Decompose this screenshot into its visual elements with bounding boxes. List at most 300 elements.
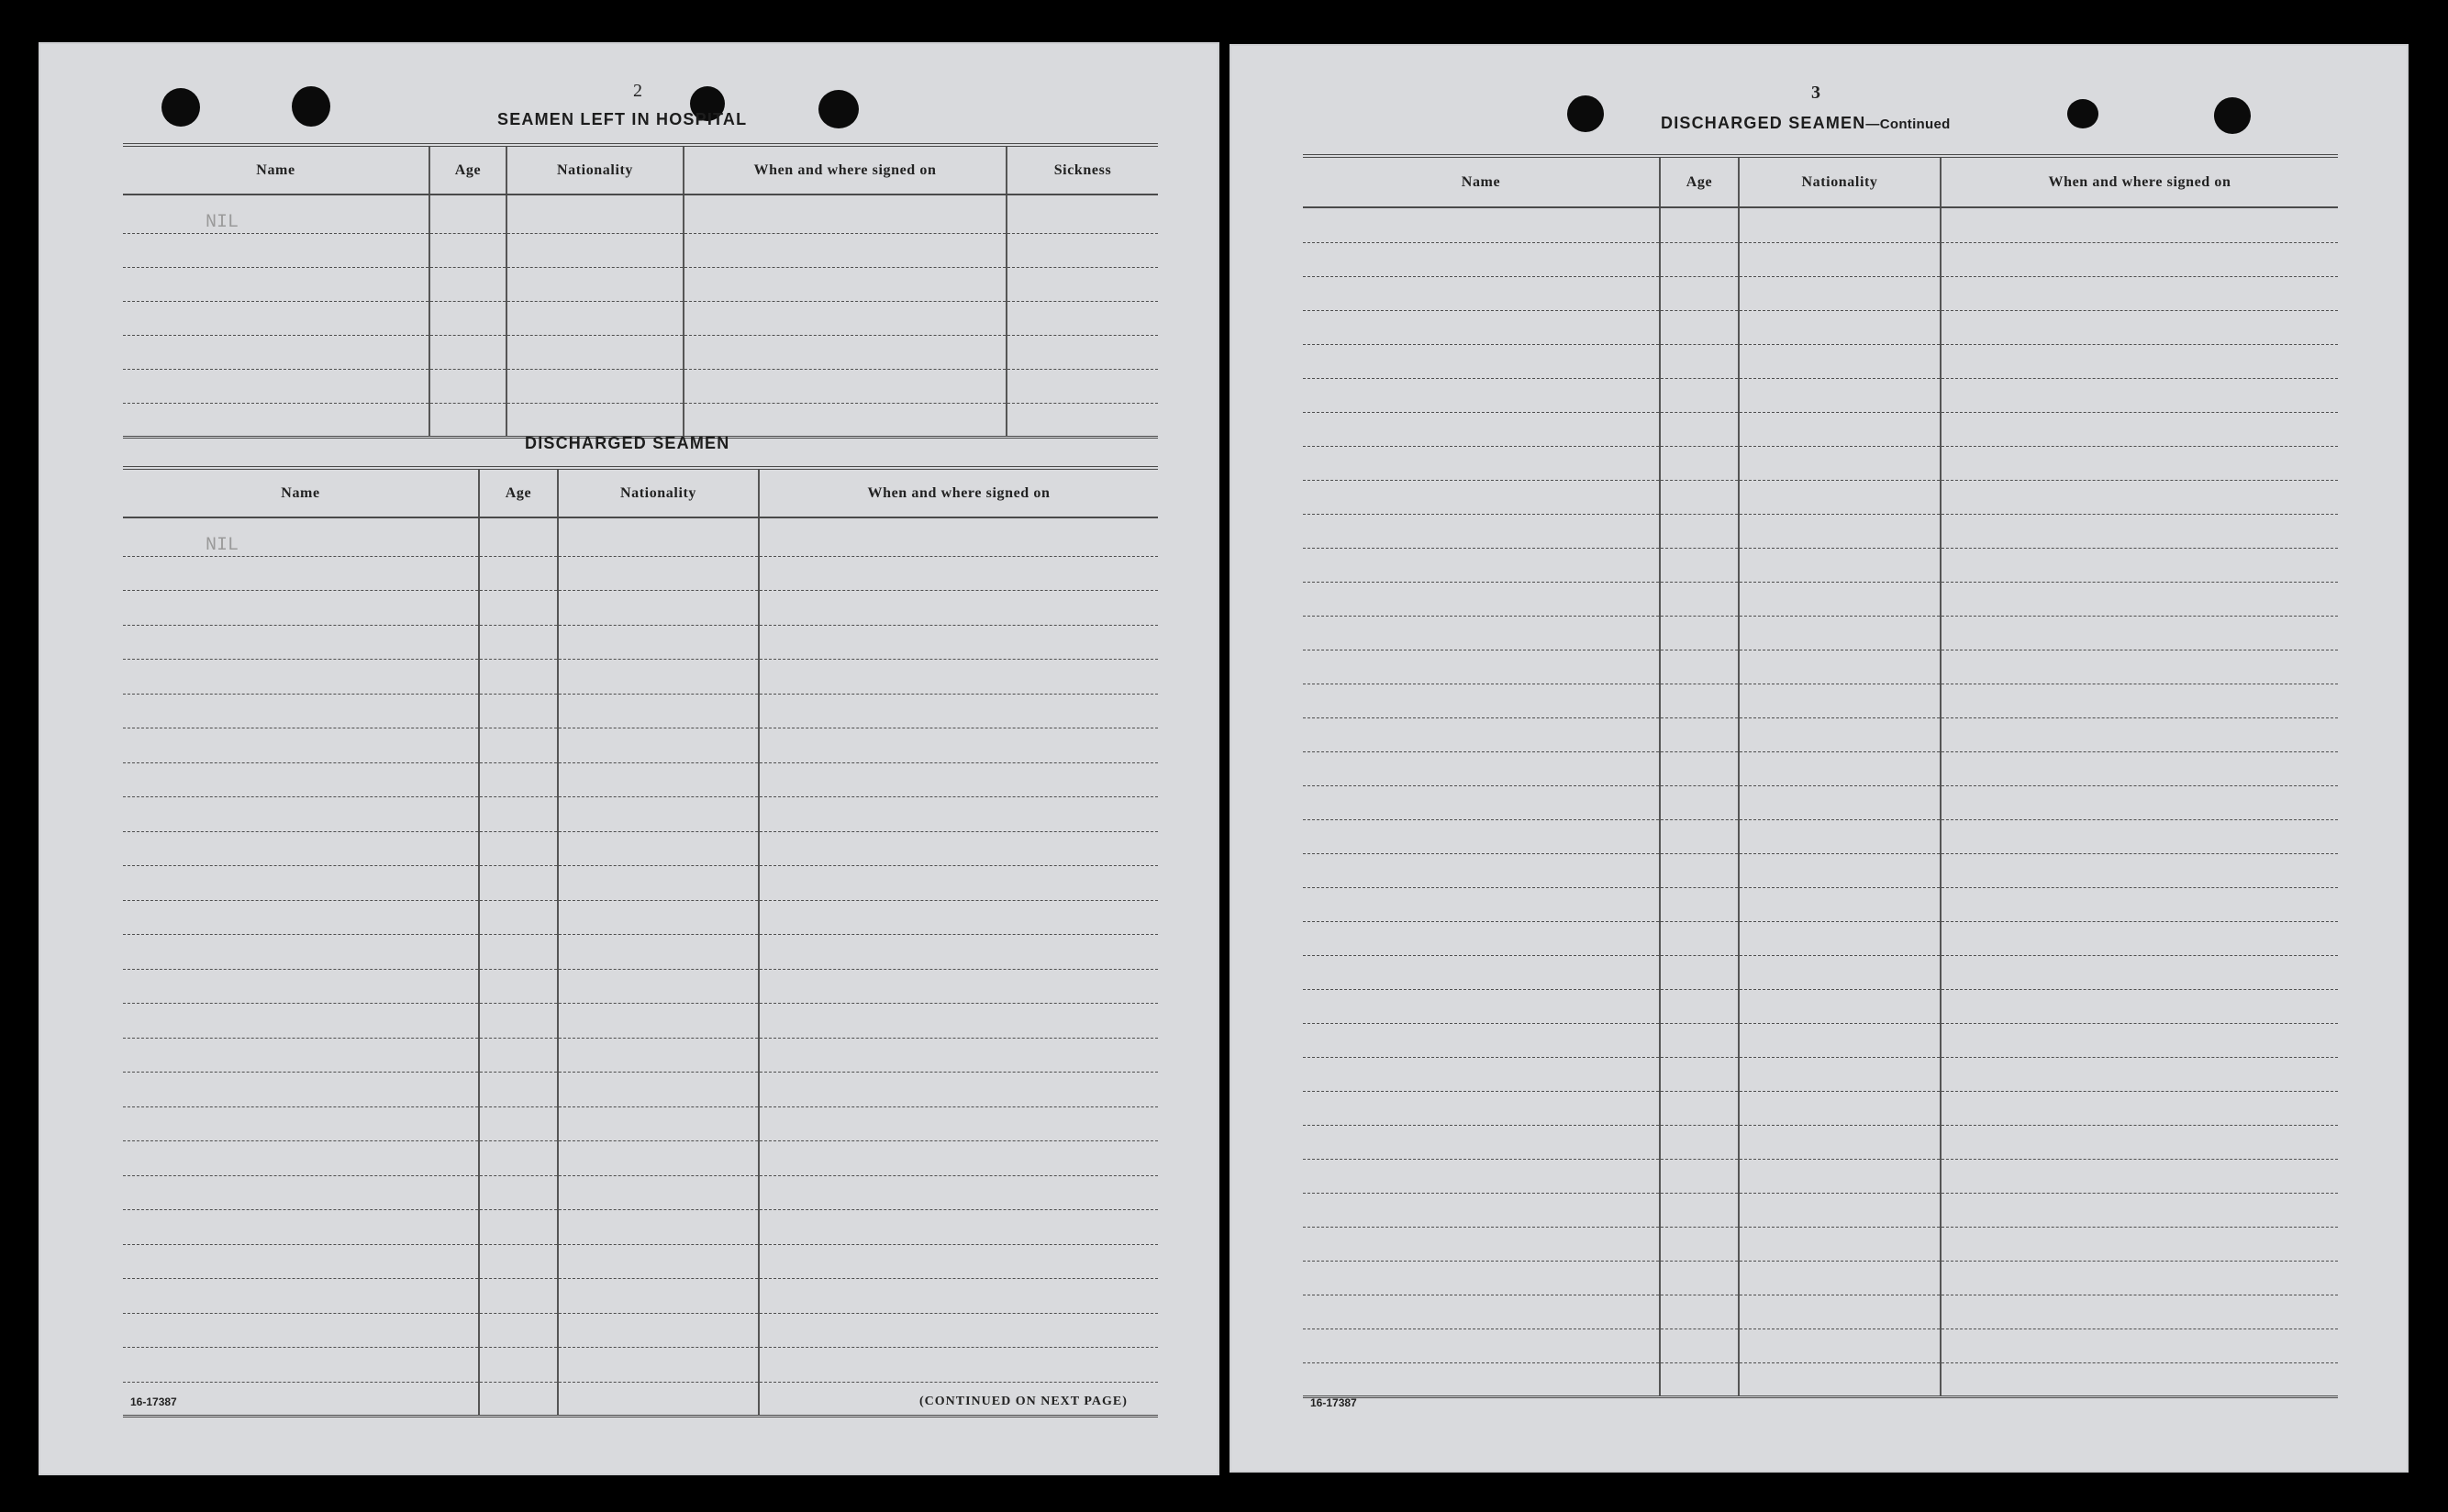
table-cell — [1739, 1227, 1941, 1261]
table-row — [123, 1210, 1158, 1245]
table-cell — [1941, 1057, 2338, 1091]
table-row — [123, 900, 1158, 935]
table-row — [123, 762, 1158, 797]
table-row — [123, 403, 1158, 437]
table-cell — [479, 517, 558, 556]
table-cell — [1303, 310, 1660, 344]
table-cell — [506, 403, 684, 437]
table-cell — [759, 1279, 1158, 1314]
table-cell — [429, 195, 506, 233]
table-row — [1303, 582, 2338, 616]
section-title-suffix: —Continued — [1865, 117, 1951, 132]
table-cell — [1660, 1125, 1739, 1159]
table-cell — [479, 1279, 558, 1314]
table-cell — [479, 1313, 558, 1348]
table-cell — [1660, 819, 1739, 853]
table-cell — [1941, 310, 2338, 344]
table-row — [123, 195, 1158, 233]
table-cell — [759, 1106, 1158, 1141]
table-cell — [558, 1038, 759, 1073]
table-cell — [123, 1244, 479, 1279]
table-row — [1303, 1159, 2338, 1193]
table-cell — [123, 267, 429, 301]
table-cell — [684, 403, 1007, 437]
table-cell — [1660, 989, 1739, 1023]
table-cell — [1941, 344, 2338, 378]
table-cell — [1941, 1295, 2338, 1329]
table-cell — [479, 1106, 558, 1141]
table-cell — [1941, 1159, 2338, 1193]
table-row — [123, 866, 1158, 901]
table-cell — [1660, 446, 1739, 480]
table-cell — [684, 267, 1007, 301]
table-row — [1303, 989, 2338, 1023]
table-cell — [123, 900, 479, 935]
punch-hole — [292, 86, 330, 127]
table-row — [1303, 1125, 2338, 1159]
column-header: Name — [123, 468, 479, 517]
table-cell — [1739, 853, 1941, 887]
table-cell — [1941, 785, 2338, 819]
table-cell — [123, 625, 479, 660]
table-cell — [429, 301, 506, 335]
table-cell — [1739, 207, 1941, 242]
table-cell — [1739, 751, 1941, 785]
table-cell — [558, 831, 759, 866]
table-cell — [1007, 301, 1158, 335]
table-cell — [1660, 616, 1739, 650]
table-cell — [479, 1175, 558, 1210]
table-row — [1303, 1057, 2338, 1091]
table-cell — [1739, 582, 1941, 616]
table-cell — [558, 900, 759, 935]
table-cell — [123, 233, 429, 267]
table-row — [123, 935, 1158, 970]
table-cell — [1660, 887, 1739, 921]
table-cell — [1303, 412, 1660, 446]
table-cell — [1007, 233, 1158, 267]
table-cell — [759, 625, 1158, 660]
table-cell — [759, 728, 1158, 763]
table-cell — [123, 1279, 479, 1314]
table-row — [1303, 310, 2338, 344]
table-cell — [558, 517, 759, 556]
table-cell — [123, 591, 479, 626]
table-cell — [123, 1106, 479, 1141]
table-cell — [479, 1073, 558, 1107]
table-cell — [558, 1382, 759, 1417]
continued-note: (CONTINUED ON NEXT PAGE) — [919, 1395, 1128, 1408]
table-row — [123, 1038, 1158, 1073]
discharged-section-title: DISCHARGED SEAMEN — [525, 434, 730, 452]
table-cell — [123, 694, 479, 728]
table-row — [1303, 514, 2338, 548]
table-cell — [1303, 276, 1660, 310]
table-cell — [429, 403, 506, 437]
table-row — [123, 1313, 1158, 1348]
table-cell — [558, 1141, 759, 1176]
table-cell — [1739, 989, 1941, 1023]
table-cell — [759, 517, 1158, 556]
table-cell — [479, 1244, 558, 1279]
table-cell — [1303, 446, 1660, 480]
table-cell — [1941, 751, 2338, 785]
table-cell — [1941, 514, 2338, 548]
table-row — [1303, 412, 2338, 446]
table-cell — [1660, 1193, 1739, 1227]
table-cell — [429, 233, 506, 267]
table-cell — [479, 969, 558, 1004]
table-cell — [1303, 378, 1660, 412]
page-number: 2 — [633, 81, 642, 101]
table-cell — [1303, 1159, 1660, 1193]
table-row — [1303, 548, 2338, 582]
table-cell — [1739, 650, 1941, 684]
table-row — [123, 301, 1158, 335]
table-row — [1303, 1329, 2338, 1362]
table-cell — [759, 556, 1158, 591]
table-row — [1303, 446, 2338, 480]
table-row — [123, 1348, 1158, 1383]
table-cell — [1941, 1329, 2338, 1362]
table-cell — [1660, 1227, 1739, 1261]
table-cell — [558, 1004, 759, 1039]
table-row — [1303, 1023, 2338, 1057]
table-cell — [1660, 207, 1739, 242]
table-cell — [1303, 819, 1660, 853]
table-cell — [1660, 751, 1739, 785]
table-row — [1303, 785, 2338, 819]
table-cell — [1303, 344, 1660, 378]
table-cell — [558, 1244, 759, 1279]
table-cell — [1739, 1295, 1941, 1329]
table-row — [1303, 1227, 2338, 1261]
table-cell — [1303, 684, 1660, 717]
table-cell — [1941, 887, 2338, 921]
table-row — [1303, 819, 2338, 853]
table-cell — [558, 1175, 759, 1210]
table-cell — [1303, 1362, 1660, 1396]
table-cell — [1739, 480, 1941, 514]
table-cell — [123, 335, 429, 369]
column-header: Age — [479, 468, 558, 517]
table-cell — [1739, 1261, 1941, 1295]
table-row — [123, 1175, 1158, 1210]
table-cell — [759, 591, 1158, 626]
nil-entry: NIL — [123, 195, 429, 233]
table-row — [1303, 344, 2338, 378]
table-cell — [558, 1073, 759, 1107]
table-cell — [1303, 1091, 1660, 1125]
table-cell — [558, 625, 759, 660]
form-code: 16-17387 — [130, 1395, 177, 1408]
table-cell — [479, 831, 558, 866]
column-header: When and where signed on — [684, 145, 1007, 195]
table-cell — [1007, 195, 1158, 233]
table-cell — [1303, 514, 1660, 548]
table-cell — [1303, 548, 1660, 582]
table-cell — [1660, 276, 1739, 310]
nil-entry: NIL — [123, 517, 479, 556]
table-cell — [558, 728, 759, 763]
table-cell — [1007, 403, 1158, 437]
column-header: Sickness — [1007, 145, 1158, 195]
table-cell — [1941, 582, 2338, 616]
table-row — [123, 1141, 1158, 1176]
table-cell — [759, 1175, 1158, 1210]
table-cell — [1303, 1125, 1660, 1159]
table-cell — [1941, 1091, 2338, 1125]
table-cell — [558, 866, 759, 901]
table-cell — [1303, 887, 1660, 921]
table-cell — [1660, 1159, 1739, 1193]
table-cell — [1941, 1193, 2338, 1227]
table-cell — [1303, 921, 1660, 955]
table-cell — [1660, 378, 1739, 412]
table-cell — [558, 935, 759, 970]
table-row — [123, 969, 1158, 1004]
table-cell — [1941, 446, 2338, 480]
table-cell — [558, 762, 759, 797]
column-header: When and where signed on — [1941, 156, 2338, 207]
table-cell — [1941, 276, 2338, 310]
table-cell — [1660, 1057, 1739, 1091]
table-row — [1303, 684, 2338, 717]
table-cell — [1941, 684, 2338, 717]
table-row — [1303, 207, 2338, 242]
table-cell — [1739, 344, 1941, 378]
table-cell — [684, 301, 1007, 335]
table-cell — [1941, 921, 2338, 955]
table-cell — [1007, 267, 1158, 301]
table-row — [123, 1279, 1158, 1314]
hospital-section-title: SEAMEN LEFT IN HOSPITAL — [497, 110, 748, 128]
table-cell — [759, 935, 1158, 970]
table-cell — [123, 301, 429, 335]
table-cell — [479, 1210, 558, 1245]
table-cell — [1660, 480, 1739, 514]
page-number: 3 — [1811, 83, 1820, 103]
table-row — [123, 831, 1158, 866]
table-cell — [1739, 514, 1941, 548]
right-page — [1230, 44, 2409, 1473]
table-row — [1303, 378, 2338, 412]
table-cell — [479, 1348, 558, 1383]
table-cell — [1739, 955, 1941, 989]
column-header: Name — [1303, 156, 1660, 207]
table-cell — [759, 1313, 1158, 1348]
table-cell — [1739, 242, 1941, 276]
table-cell — [479, 1141, 558, 1176]
table-cell — [123, 660, 479, 695]
table-cell — [123, 1038, 479, 1073]
table-cell — [479, 591, 558, 626]
column-header: Nationality — [558, 468, 759, 517]
table-cell — [759, 1348, 1158, 1383]
table-cell — [1660, 785, 1739, 819]
table-cell — [1660, 412, 1739, 446]
table-cell — [558, 591, 759, 626]
section-title — [1661, 114, 1951, 133]
table-row — [1303, 1295, 2338, 1329]
table-cell — [506, 369, 684, 403]
form-code: 16-17387 — [1310, 1396, 1357, 1409]
table-cell — [1660, 717, 1739, 751]
table-cell — [1660, 1362, 1739, 1396]
table-row — [123, 591, 1158, 626]
table-cell — [429, 369, 506, 403]
table-cell — [759, 1244, 1158, 1279]
table-cell — [1941, 480, 2338, 514]
table-cell — [1303, 853, 1660, 887]
table-cell — [1739, 1023, 1941, 1057]
table-cell — [759, 660, 1158, 695]
table-row — [123, 1073, 1158, 1107]
table-row — [1303, 650, 2338, 684]
table-cell — [558, 1313, 759, 1348]
table-cell — [479, 762, 558, 797]
table-row — [1303, 1261, 2338, 1295]
table-cell — [1303, 480, 1660, 514]
table-cell — [1739, 1159, 1941, 1193]
table-cell — [1303, 1023, 1660, 1057]
table-cell — [1941, 819, 2338, 853]
table-cell — [1303, 1057, 1660, 1091]
table-cell — [759, 866, 1158, 901]
table-cell — [1303, 717, 1660, 751]
table-cell — [759, 900, 1158, 935]
table-row — [1303, 887, 2338, 921]
table-cell — [1303, 785, 1660, 819]
table-cell — [558, 969, 759, 1004]
table-cell — [1660, 955, 1739, 989]
table-row — [1303, 853, 2338, 887]
table-cell — [479, 694, 558, 728]
table-row — [1303, 480, 2338, 514]
table-cell — [1941, 616, 2338, 650]
table-cell — [1739, 1125, 1941, 1159]
table-cell — [1739, 548, 1941, 582]
table-cell — [1660, 514, 1739, 548]
table-cell — [123, 1004, 479, 1039]
table-cell — [506, 267, 684, 301]
table-cell — [558, 1348, 759, 1383]
table-cell — [123, 935, 479, 970]
table-cell — [123, 1175, 479, 1210]
table-row — [1303, 1362, 2338, 1396]
table-row — [123, 660, 1158, 695]
discharged-table — [123, 466, 1158, 1418]
table-cell — [759, 797, 1158, 832]
table-cell — [1739, 819, 1941, 853]
table-cell — [558, 1210, 759, 1245]
table-cell — [558, 1279, 759, 1314]
table-cell — [1007, 369, 1158, 403]
table-cell — [429, 335, 506, 369]
punch-hole — [2067, 99, 2098, 128]
table-cell — [506, 195, 684, 233]
table-cell — [1660, 853, 1739, 887]
column-header: Age — [1660, 156, 1739, 207]
table-cell — [123, 1073, 479, 1107]
table-cell — [1007, 335, 1158, 369]
table-row — [123, 517, 1158, 556]
table-cell — [123, 369, 429, 403]
table-cell — [123, 403, 429, 437]
table-row — [123, 369, 1158, 403]
table-row — [1303, 955, 2338, 989]
table-row — [1303, 921, 2338, 955]
table-row — [123, 1244, 1158, 1279]
table-cell — [1660, 650, 1739, 684]
table-row — [1303, 717, 2338, 751]
table-cell — [558, 1106, 759, 1141]
section-title-text: DISCHARGED SEAMEN — [1661, 114, 1866, 132]
punch-hole — [818, 90, 859, 128]
column-header: When and where signed on — [759, 468, 1158, 517]
table-cell — [558, 797, 759, 832]
table-cell — [123, 866, 479, 901]
table-cell — [759, 969, 1158, 1004]
table-cell — [1660, 684, 1739, 717]
hospital-table — [123, 143, 1158, 439]
table-cell — [1739, 276, 1941, 310]
table-cell — [1941, 650, 2338, 684]
column-header: Name — [123, 145, 429, 195]
table-cell — [1660, 582, 1739, 616]
table-row — [123, 728, 1158, 763]
table-cell — [1739, 887, 1941, 921]
table-cell — [1660, 1329, 1739, 1362]
table-cell — [1660, 344, 1739, 378]
table-cell — [479, 728, 558, 763]
table-cell — [1941, 1023, 2338, 1057]
table-cell — [1303, 616, 1660, 650]
table-cell — [759, 1210, 1158, 1245]
table-cell — [1941, 242, 2338, 276]
left-page — [39, 42, 1219, 1475]
table-cell — [1303, 751, 1660, 785]
table-cell — [1739, 684, 1941, 717]
table-cell — [479, 900, 558, 935]
table-cell — [1660, 242, 1739, 276]
table-cell — [1941, 412, 2338, 446]
table-cell — [506, 335, 684, 369]
table-cell — [1941, 1362, 2338, 1396]
table-cell — [1941, 1261, 2338, 1295]
table-cell — [1660, 548, 1739, 582]
table-cell — [506, 301, 684, 335]
table-cell — [123, 762, 479, 797]
table-cell — [1941, 717, 2338, 751]
table-cell — [123, 556, 479, 591]
table-cell — [684, 335, 1007, 369]
table-cell — [1660, 1261, 1739, 1295]
table-cell — [684, 195, 1007, 233]
table-cell — [1303, 650, 1660, 684]
table-cell — [1941, 378, 2338, 412]
table-cell — [123, 1348, 479, 1383]
table-cell — [1739, 412, 1941, 446]
table-cell — [1303, 1227, 1660, 1261]
table-cell — [479, 660, 558, 695]
table-cell — [1739, 1329, 1941, 1362]
table-cell — [759, 831, 1158, 866]
table-row — [1303, 1193, 2338, 1227]
table-cell — [1739, 785, 1941, 819]
table-cell — [1303, 989, 1660, 1023]
table-cell — [1941, 548, 2338, 582]
